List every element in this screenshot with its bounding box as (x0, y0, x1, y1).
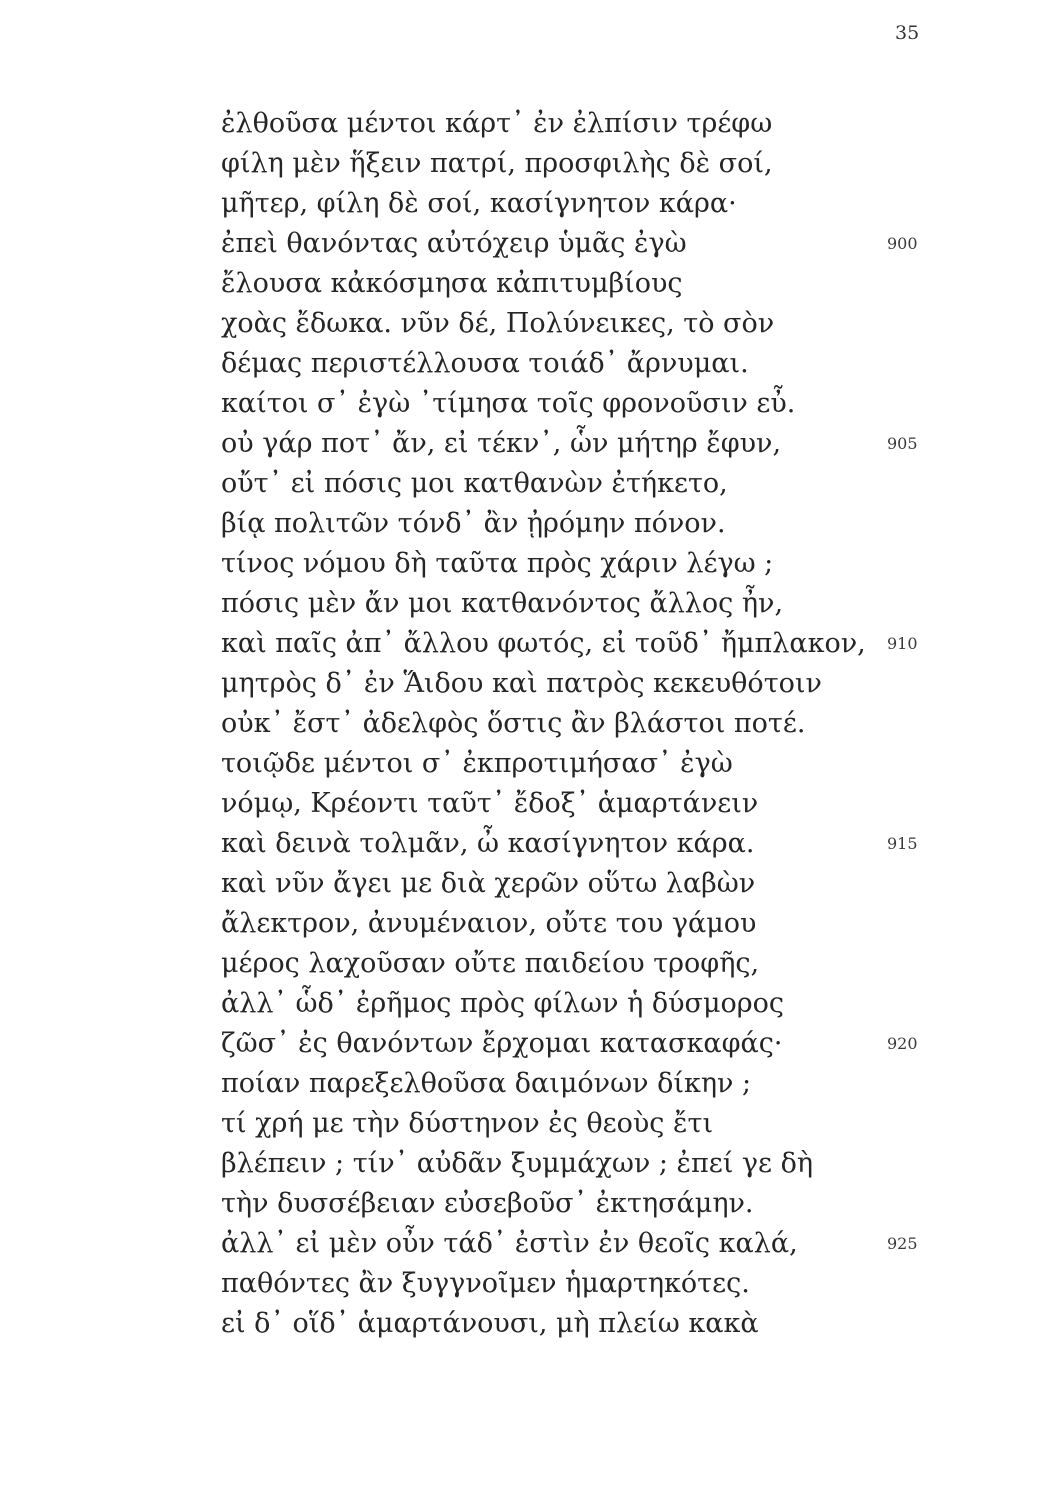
verse-text: φίλη μὲν ἥξειν πατρί, προσφιλὴς δὲ σοί, (221, 148, 773, 179)
line-number: 910 (887, 634, 918, 653)
verse-line (0, 782, 1058, 822)
verse-line (0, 342, 1058, 382)
verse-text: ἀλλ᾽ εἰ μὲν οὖν τάδ᾽ ἐστὶν ἐν θεοῖς καλά, (221, 1228, 798, 1259)
verse-line (0, 902, 1058, 942)
verse-text: ἐπεὶ θανόντας αὐτόχειρ ὑμᾶς ἐγὼ (221, 228, 687, 259)
verse-text: δέμας περιστέλλουσα τοιάδ᾽ ἄρνυμαι. (221, 348, 749, 379)
verse-line (0, 422, 1058, 462)
verse-line (0, 862, 1058, 902)
verse-line (0, 302, 1058, 342)
line-number: 925 (887, 1234, 918, 1253)
verse-line (0, 262, 1058, 302)
verse-line (0, 1222, 1058, 1262)
verse-line (0, 582, 1058, 622)
verse-line (0, 1022, 1058, 1062)
verse-line (0, 742, 1058, 782)
verse-text: βίᾳ πολιτῶν τόνδ᾽ ἂν ᾐρόμην πόνον. (221, 508, 726, 539)
verse-text: παθόντες ἂν ξυγγνοῖμεν ἡμαρτηκότες. (221, 1268, 750, 1299)
verse-text: τίνος νόμου δὴ ταῦτα πρὸς χάριν λέγω ; (221, 548, 774, 579)
verse-text: ἄλεκτρον, ἀνυμέναιον, οὔτε του γάμου (221, 908, 757, 939)
line-number: 905 (887, 434, 918, 453)
verse-text: μητρὸς δ᾽ ἐν Ἅιδου καὶ πατρὸς κεκευθότοιν (221, 668, 822, 699)
verse-text: καὶ δεινὰ τολμᾶν, ὦ κασίγνητον κάρα. (221, 828, 755, 859)
verse-text: καίτοι σ᾽ ἐγὼ ᾽τίμησα τοῖς φρονοῦσιν εὖ. (221, 388, 796, 419)
verse-line (0, 982, 1058, 1022)
verse-line (0, 382, 1058, 422)
verse-line (0, 822, 1058, 862)
verse-line (0, 622, 1058, 662)
line-number: 915 (887, 834, 918, 853)
verse-line (0, 502, 1058, 542)
verse-block (0, 102, 1058, 1342)
verse-line (0, 1142, 1058, 1182)
verse-text: μέρος λαχοῦσαν οὔτε παιδείου τροφῆς, (221, 948, 760, 979)
verse-text: ἀλλ᾽ ὧδ᾽ ἐρῆμος πρὸς φίλων ἡ δύσμορος (221, 988, 785, 1019)
verse-line (0, 942, 1058, 982)
page-number: 35 (895, 22, 920, 44)
verse-text: οὔτ᾽ εἰ πόσις μοι κατθανὼν ἐτήκετο, (221, 468, 728, 499)
verse-line (0, 222, 1058, 262)
verse-line (0, 702, 1058, 742)
verse-text: ἔλουσα κἀκόσμησα κἀπιτυμβίους (221, 268, 683, 299)
verse-line (0, 1062, 1058, 1102)
line-number: 920 (887, 1034, 918, 1053)
verse-text: τοιῷδε μέντοι σ᾽ ἐκπροτιμήσασ᾽ ἐγὼ (221, 748, 733, 779)
verse-text: ζῶσ᾽ ἐς θανόντων ἔρχομαι κατασκαφάς· (221, 1028, 783, 1059)
verse-line (0, 1302, 1058, 1342)
verse-line (0, 142, 1058, 182)
verse-line (0, 1182, 1058, 1222)
verse-text: ἐλθοῦσα μέντοι κάρτ᾽ ἐν ἐλπίσιν τρέφω (221, 108, 773, 139)
verse-text: καὶ παῖς ἀπ᾽ ἄλλου φωτός, εἰ τοῦδ᾽ ἤμπλακον, (221, 628, 866, 659)
verse-line (0, 462, 1058, 502)
verse-text: οὐ γάρ ποτ᾽ ἄν, εἰ τέκν᾽, ὧν μήτηρ ἔφυν, (221, 428, 782, 459)
verse-line (0, 1102, 1058, 1142)
verse-line (0, 1262, 1058, 1302)
verse-line (0, 182, 1058, 222)
verse-text: χοὰς ἔδωκα. νῦν δέ, Πολύνεικες, τὸ σὸν (221, 308, 775, 339)
verse-line (0, 662, 1058, 702)
verse-text: πόσις μὲν ἄν μοι κατθανόντος ἄλλος ἦν, (221, 588, 784, 619)
verse-text: οὐκ᾽ ἔστ᾽ ἀδελφὸς ὅστις ἂν βλάστοι ποτέ. (221, 708, 806, 739)
verse-text: εἰ δ᾽ οἵδ᾽ ἁμαρτάνουσι, μὴ πλείω κακὰ (221, 1308, 759, 1339)
verse-line (0, 102, 1058, 142)
verse-text: ποίαν παρεξελθοῦσα δαιμόνων δίκην ; (221, 1068, 752, 1099)
verse-text: νόμῳ, Κρέοντι ταῦτ᾽ ἔδοξ᾽ ἁμαρτάνειν (221, 788, 759, 819)
verse-text: μῆτερ, φίλη δὲ σοί, κασίγνητον κάρα· (221, 188, 737, 219)
line-number: 900 (887, 234, 918, 253)
verse-text: βλέπειν ; τίν᾽ αὐδᾶν ξυμμάχων ; ἐπεί γε δὴ (221, 1148, 814, 1179)
verse-line (0, 542, 1058, 582)
verse-text: τὴν δυσσέβειαν εὐσεβοῦσ᾽ ἐκτησάμην. (221, 1188, 754, 1219)
verse-text: καὶ νῦν ἄγει με διὰ χερῶν οὕτω λαβὼν (221, 868, 756, 899)
verse-text: τί χρή με τὴν δύστηνον ἐς θεοὺς ἔτι (221, 1108, 714, 1139)
